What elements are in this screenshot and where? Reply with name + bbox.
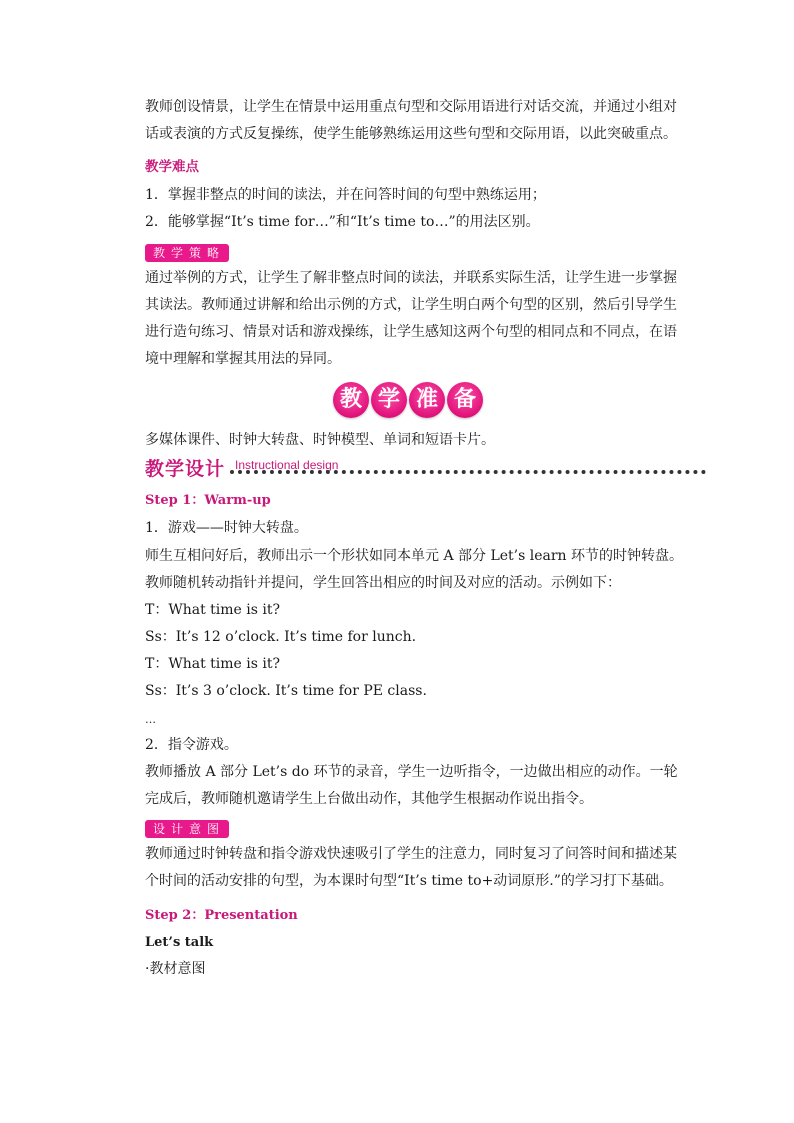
strategy-tag-label: 教学策略 xyxy=(145,244,229,262)
intro-paragraph: 教师创设情景，让学生在情景中运用重点句型和交际用语进行对话交流，并通过小组对话或表演的方式反复操练，使学生能够熟练运用这些句型和交际用语，以此突破重点。 xyxy=(145,99,677,142)
step2-heading: Step 2：Presentation xyxy=(145,908,298,923)
difficulty-item-2: 2．能够掌握“It’s time for…”和“It’s time to…”的用法区别。 xyxy=(145,214,540,230)
intent-tag-label: 设计意图 xyxy=(145,820,229,838)
design-title-cn: 教学设计 xyxy=(145,458,226,480)
preparation-char-2: 学 xyxy=(371,382,407,418)
dialogue-line-1: T：What time is it? xyxy=(145,602,281,618)
difficulty-item-1: 1．掌握非整点的时间的读法，并在问答时间的句型中熟练运用； xyxy=(145,187,546,203)
dialogue-line-3: T：What time is it? xyxy=(145,656,281,672)
preparation-text: 多媒体课件、时钟大转盘、时钟模型、单词和短语卡片。 xyxy=(145,432,495,448)
dialogue-ellipsis: … xyxy=(145,713,156,726)
design-title-en: Instructional design xyxy=(235,458,339,472)
preparation-banner xyxy=(333,382,483,418)
strategy-text: 通过举例的方式，让学生了解非整点时间的读法，并联系实际生活，让学生进一步掌握其读法。教师通过讲解和给出示例的方式，让学生明白两个句型的区别，然后引导学生进行造句练习、情景对话和游戏操练，让学生感知这两个句型的相同点和不同点，在语境中理解和掌握其用法的异同。 xyxy=(145,270,677,367)
preparation-char-4: 备 xyxy=(447,382,483,418)
game2-text: 教师播放 A 部分 Let’s do 环节的录音，学生一边听指令，一边做出相应的动作。一轮完成后，教师随机邀请学生上台做出动作，其他学生根据动作说出指令。 xyxy=(145,764,678,807)
intent-text: 教师通过时钟转盘和指令游戏快速吸引了学生的注意力，同时复习了问答时间和描述某个时间的活动安排的句型，为本课时句型“It’s time to+动词原形.”的学习打下基础。 xyxy=(145,846,677,889)
preparation-char-1: 教 xyxy=(333,382,369,418)
dialogue-line-2: Ss：It’s 12 o’clock. It’s time for lunch. xyxy=(145,629,417,645)
game1-title: 1．游戏——时钟大转盘。 xyxy=(145,520,308,536)
strategy-tag xyxy=(145,242,229,262)
step2-subheading: Let’s talk xyxy=(145,935,214,950)
preparation-char-3: 准 xyxy=(409,382,445,418)
difficulty-heading: 教学难点 xyxy=(145,159,199,175)
step2-bullet: ·教材意图 xyxy=(145,961,206,977)
game1-text: 师生互相问好后，教师出示一个形状如同本单元 A 部分 Let’s learn 环节的时钟转盘。教师随机转动指针并提问，学生回答出相应的时间及对应的活动。示例如下： xyxy=(145,548,684,591)
step1-heading: Step 1：Warm-up xyxy=(145,493,271,508)
intent-tag xyxy=(145,818,229,838)
game2-title: 2．指令游戏。 xyxy=(145,737,238,753)
dialogue-line-4: Ss：It’s 3 o’clock. It’s time for PE class. xyxy=(145,683,427,699)
design-dotted-divider xyxy=(230,470,706,474)
design-section-header xyxy=(145,454,338,481)
